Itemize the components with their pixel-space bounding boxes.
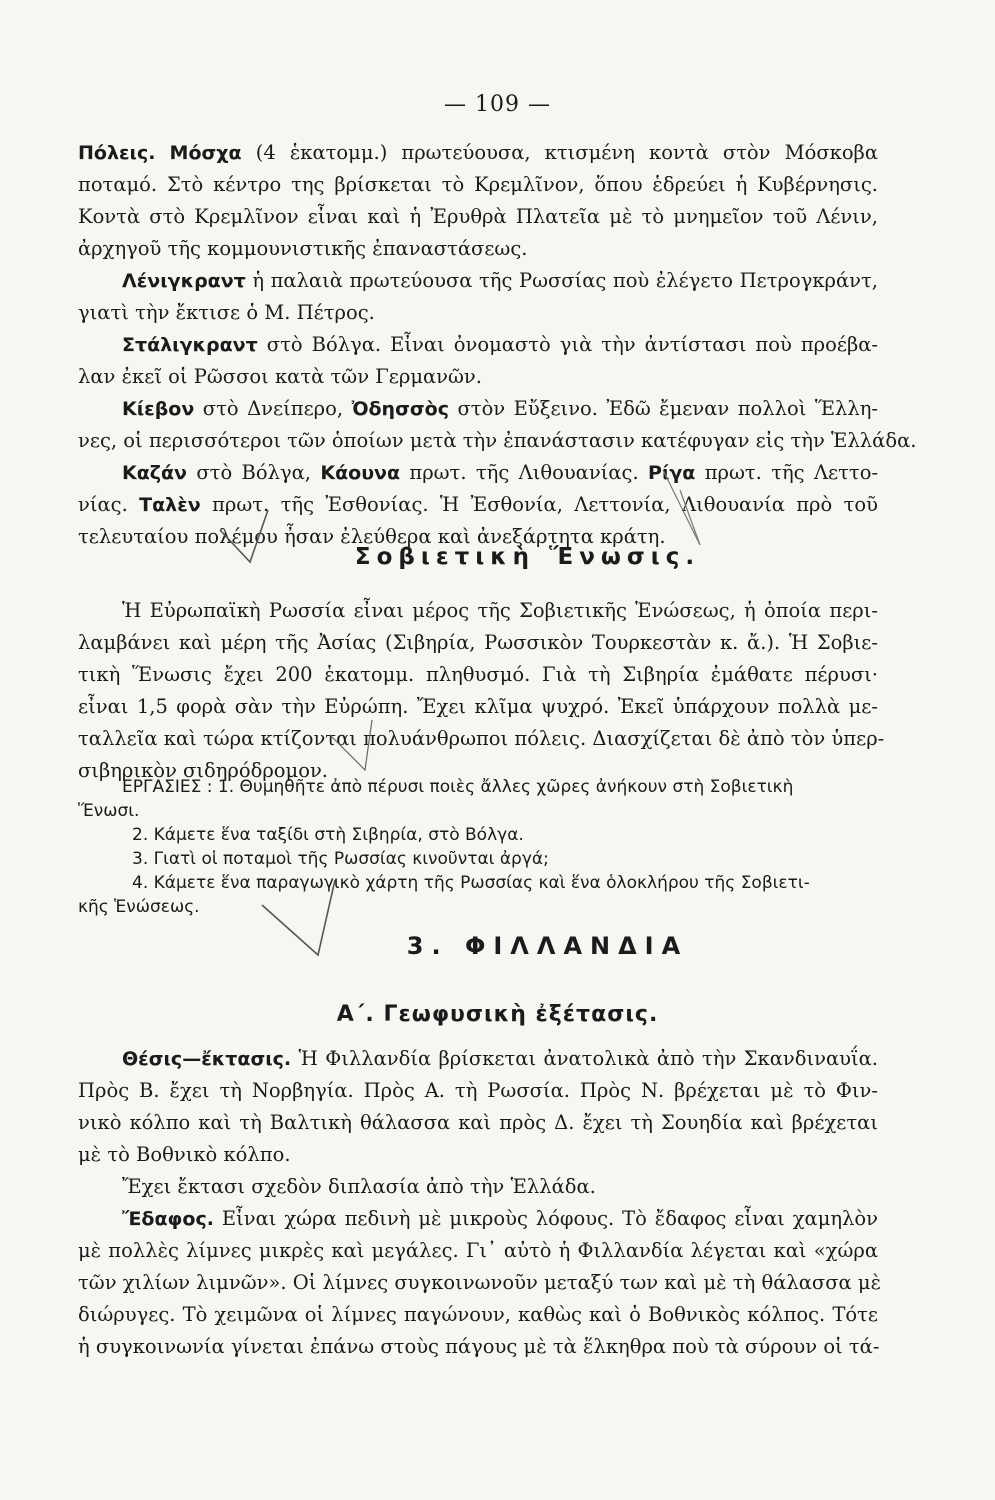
text-line: Καζάν στὸ Βόλγα, Κάουνα πρωτ. τῆς Λιθουανίας. Ρίγα πρωτ. τῆς Λεττο- — [122, 461, 879, 484]
pencil-check-mark — [663, 470, 700, 545]
exercises-line: ΕΡΓΑΣΙΕΣ : 1. Θυμηθῆτε ἀπὸ πέρυσι ποιὲς ἄλλες χῶρες ἀνήκουν στὴ Σοβιετικὴ — [122, 777, 794, 797]
term-moscow: Μόσχα — [169, 142, 242, 164]
exercises-line: Ἕνωσι. — [78, 801, 140, 821]
text-line: Πόλεις. Μόσχα (4 ἑκατομμ.) πρωτεύουσα, κτισμένη κοντὰ στὸν Μόσκοβα — [78, 141, 879, 164]
text-line: μὲ πολλὲς λίμνες μικρὲς καὶ μεγάλες. Γι᾿ αὐτὸ ἡ Φιλλανδία λέγεται καὶ «χώρα — [78, 1239, 878, 1262]
text-line: Ἔχει ἔκτασι σχεδὸν διπλασία ἀπὸ τὴν Ἑλλάδα. — [122, 1175, 596, 1198]
text-line: εἶναι 1,5 φορὰ σὰν τὴν Εὐρώπη. Ἔχει κλῖμα ψυχρό. Ἐκεῖ ὑπάρχουν πολλὰ με- — [78, 695, 878, 718]
text-line: ταλλεῖα καὶ τώρα κτίζονται πολυάνθρωποι πόλεις. Διασχίζεται δὲ ἀπὸ τὸν ὑπερ- — [78, 727, 885, 750]
text-line: μὲ τὸ Βοθνικὸ κόλπο. — [78, 1143, 291, 1166]
text-line: λαμβάνει καὶ μέρη τῆς Ἀσίας (Σιβηρία, Ρωσσικὸν Τουρκεστὰν κ. ἄ.). Ἡ Σοβιε- — [78, 631, 878, 654]
exercises-line: 4. Κάμετε ἕνα παραγωγικὸ χάρτη τῆς Ρωσσίας καὶ ἕνα ὁλοκλήρου τῆς Σοβιετι- — [132, 873, 810, 893]
text-line: τελευταίου πολέμου ἦσαν ἐλεύθερα καὶ ἀνεξάρτητα κράτη. — [78, 525, 666, 548]
term-ground: Ἔδαφος. — [122, 1208, 214, 1230]
subheading-geophysical: Α΄. Γεωφυσικὴ ἐξέτασις. — [336, 1002, 659, 1027]
term-cities: Πόλεις. — [78, 142, 156, 164]
text-line: τῶν χιλίων λιμνῶν». Οἱ λίμνες συγκοινωνοῦν μεταξύ των καὶ μὲ τὴ θάλασσα μὲ — [78, 1271, 882, 1294]
pencil-check-mark — [262, 880, 335, 955]
text-line: ποταμό. Στὸ κέντρο της βρίσκεται τὸ Κρεμλῖνον, ὅπου ἑδρεύει ἡ Κυβέρνησις. — [78, 173, 878, 196]
term-stalingrad: Στάλιγκραντ — [122, 334, 258, 356]
exercises-line: κῆς Ἑνώσεως. — [78, 897, 200, 917]
text-line: γιατὶ τὴν ἔκτισε ὁ Μ. Πέτρος. — [78, 301, 375, 324]
term-kazan: Καζάν — [122, 462, 187, 484]
text-line: Κίεβον στὸ Δνείπερο, Ὀδησσὸς στὸν Εὔξεινο. Ἐδῶ ἔμεναν πολλοὶ Ἕλλη- — [122, 397, 879, 420]
text-line: διώρυγες. Τὸ χειμῶνα οἱ λίμνες παγώνουν, καθὼς καὶ ὁ Βοθνικὸς κόλπος. Τότε — [78, 1303, 878, 1326]
text-line: σιβηρικὸν σιδηρόδρομον. — [78, 759, 328, 782]
text-line: ἀρχηγοῦ τῆς κομμουνιστικῆς ἐπαναστάσεως. — [78, 237, 528, 260]
term-kaunas: Κάουνα — [320, 462, 401, 484]
term-tallinn: Ταλὲν — [139, 494, 201, 516]
text-line: λαν ἐκεῖ οἱ Ρῶσσοι κατὰ τῶν Γερμανῶν. — [78, 365, 482, 388]
exercises-line: 3. Γιατὶ οἱ ποταμοὶ τῆς Ρωσσίας κινοῦνται ἀργά; — [132, 849, 549, 869]
text-line: νίας. Ταλὲν πρωτ. τῆς Ἐσθονίας. Ἡ Ἐσθονία, Λεττονία, Λιθουανία πρὸ τοῦ — [78, 493, 878, 516]
exercises-label: ΕΡΓΑΣΙΕΣ : — [122, 777, 213, 797]
text-line: ἡ συγκοινωνία γίνεται ἐπάνω στοὺς πάγους μὲ τὰ ἕλκηθρα ποὺ τὰ σύρουν οἱ τά- — [78, 1335, 880, 1358]
text-line: νες, οἱ περισσότεροι τῶν ὁποίων μετὰ τὴν ἐπανάστασιν κατέφυγαν εἰς τὴν Ἑλλάδα. — [78, 429, 917, 452]
chapter-heading-finland: 3. ΦΙΛΛΑΝΔΙΑ — [406, 932, 689, 960]
term-riga: Ρίγα — [648, 462, 696, 484]
text-line: νικὸ κόλπο καὶ τὴ Βαλτικὴ θάλασσα καὶ πρὸς Δ. ἔχει τὴ Σουηδία καὶ βρέχεται — [78, 1111, 878, 1134]
text-line: Λένιγκραντ ἡ παλαιὰ πρωτεύουσα τῆς Ρωσσίας ποὺ ἐλέγετο Πετρογκράντ, — [122, 269, 879, 292]
section-heading-soviet-union: Σοβιετικὴ Ἕνωσις. — [354, 544, 701, 570]
pencil-check-mark — [220, 510, 268, 562]
text-line: Κοντὰ στὸ Κρεμλῖνον εἶναι καὶ ἡ Ἐρυθρὰ Πλατεῖα μὲ τὸ μνημεῖον τοῦ Λένιν, — [78, 205, 878, 228]
term-position-extent: Θέσις—ἔκτασις. — [122, 1048, 292, 1070]
term-leningrad: Λένιγκραντ — [122, 270, 246, 292]
text-line: τικὴ Ἕνωσις ἔχει 200 ἑκατομμ. πληθυσμό. Γιὰ τὴ Σιβηρία ἐμάθατε πέρυσι· — [78, 663, 878, 686]
pencil-check-mark — [330, 720, 372, 770]
term-kiev: Κίεβον — [122, 398, 195, 420]
term-odessa: Ὀδησσὸς — [351, 398, 449, 420]
text-line: Ἡ Εὐρωπαϊκὴ Ρωσσία εἶναι μέρος τῆς Σοβιετικῆς Ἑνώσεως, ἡ ὁποία περι- — [122, 599, 878, 622]
text-line: Στάλιγκραντ στὸ Βόλγα. Εἶναι ὀνομαστὸ γιὰ τὴν ἀντίστασι ποὺ προέβα- — [122, 333, 878, 356]
text-line: Ἔδαφος. Εἶναι χώρα πεδινὴ μὲ μικροὺς λόφους. Τὸ ἔδαφος εἶναι χαμηλὸν — [122, 1207, 879, 1230]
page-number: — 109 — — [444, 92, 551, 117]
text-line: Θέσις—ἔκτασις. Ἡ Φιλλανδία βρίσκεται ἀνατολικὰ ἀπὸ τὴν Σκανδιναυΐα. — [122, 1047, 878, 1070]
exercises-line: 2. Κάμετε ἕνα ταξίδι στὴ Σιβηρία, στὸ Βόλγα. — [132, 825, 524, 845]
text-line: Πρὸς Β. ἔχει τὴ Νορβηγία. Πρὸς Α. τὴ Ρωσσία. Πρὸς Ν. βρέχεται μὲ τὸ Φιν- — [78, 1079, 878, 1102]
